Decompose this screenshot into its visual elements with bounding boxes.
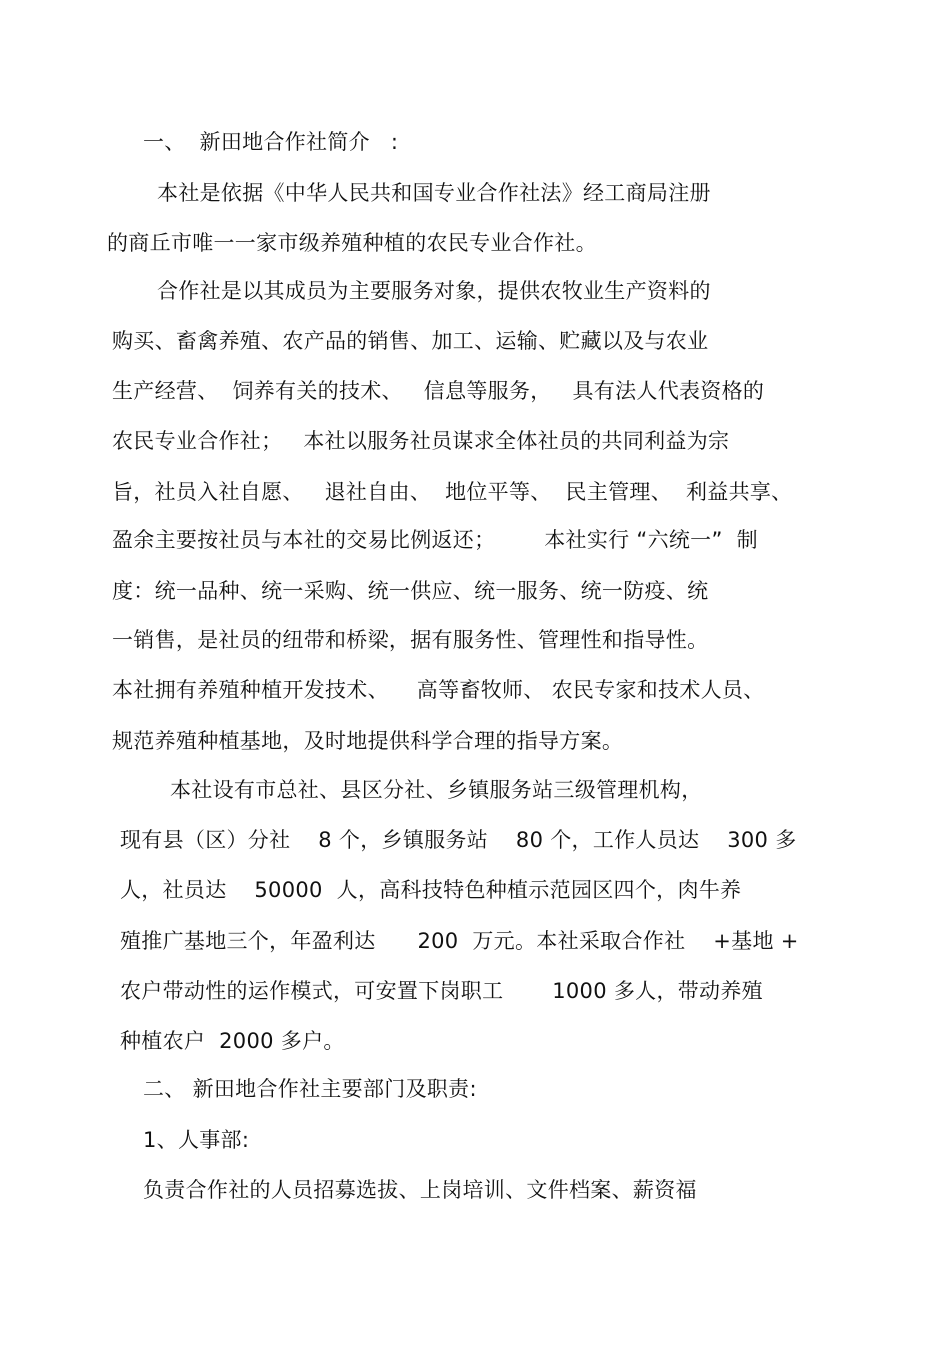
paragraph-line: 旨，社员入社自愿、 退社自由、 地位平等、 民主管理、 利益共享、 — [112, 480, 793, 504]
subsection-heading-hr: 1、人事部: — [143, 1128, 250, 1152]
paragraph-line: 农户带动性的运作模式，可安置下岗职工 1000 多人，带动养殖 — [120, 979, 763, 1003]
paragraph-line: 一销售，是社员的纽带和桥梁，据有服务性、管理性和指导性。 — [112, 628, 709, 652]
section-heading-intro: 一、 新田地合作社简介 : — [143, 130, 399, 154]
section-heading-departments: 二、 新田地合作社主要部门及职责: — [143, 1077, 477, 1101]
paragraph-line: 本社是依据《中华人民共和国专业合作社法》经工商局注册 — [157, 181, 711, 205]
paragraph-line: 的商丘市唯一一家市级养殖种植的农民专业合作社。 — [107, 231, 597, 255]
paragraph-line: 度：统一品种、统一采购、统一供应、统一服务、统一防疫、统 — [112, 579, 709, 603]
paragraph-line: 负责合作社的人员招募选拔、上岗培训、文件档案、薪资福 — [143, 1178, 697, 1202]
paragraph-line: 农民专业合作社； 本社以服务社员谋求全体社员的共同利益为宗 — [112, 429, 730, 453]
paragraph-line: 购买、畜禽养殖、农产品的销售、加工、运输、贮藏以及与农业 — [112, 329, 709, 353]
paragraph-line: 生产经营、 饲养有关的技术、 信息等服务， 具有法人代表资格的 — [112, 379, 765, 403]
paragraph-line: 种植农户 2000 多户。 — [120, 1029, 345, 1053]
paragraph-line: 人，社员达 50000 人，高科技特色种植示范园区四个，肉牛养 — [120, 878, 742, 902]
paragraph-line: 本社设有市总社、县区分社、乡镇服务站三级管理机构， — [170, 778, 703, 802]
paragraph-line: 合作社是以其成员为主要服务对象，提供农牧业生产资料的 — [157, 279, 711, 303]
paragraph-line: 规范养殖种植基地，及时地提供科学合理的指导方案。 — [112, 729, 624, 753]
paragraph-line: 本社拥有养殖种植开发技术、 高等畜牧师、 农民专家和技术人员、 — [112, 678, 765, 702]
paragraph-line: 现有县（区）分社 8 个，乡镇服务站 80 个，工作人员达 300 多 — [120, 828, 797, 852]
paragraph-line: 殖推广基地三个，年盈利达 200 万元。本社采取合作社 +基地 + — [120, 929, 799, 953]
paragraph-line: 盈余主要按社员与本社的交易比例返还； 本社实行 “六统一” 制 — [112, 528, 758, 552]
